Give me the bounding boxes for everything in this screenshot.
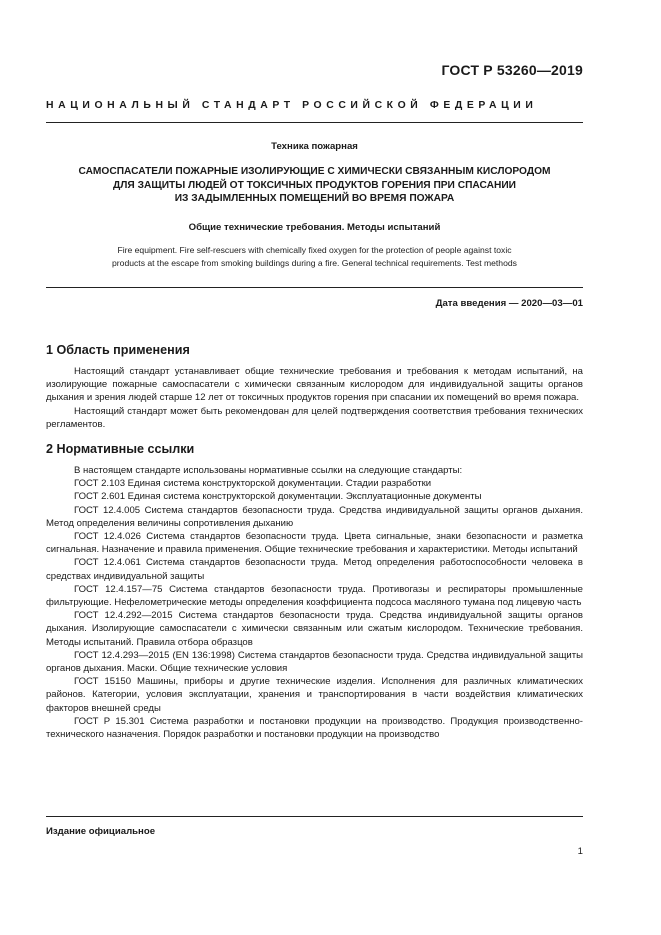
- main-title: [46, 165, 583, 206]
- introduction-date: Дата введения — 2020—03—01: [435, 298, 583, 309]
- reference-item: ГОСТ 12.4.061 Система стандартов безопасности труда. Метод определения работоспособности человека в средствах индивидуальной защиты: [46, 557, 583, 582]
- reference-item: ГОСТ 12.4.293—2015 (EN 136:1998) Система стандартов безопасности труда. Средства индивидуальной защиты органов дыхания. Маски. Общие технические условия: [46, 649, 583, 675]
- reference-item: ГОСТ 2.601 Единая система конструкторской документации. Эксплуатационные документы: [74, 491, 482, 503]
- reference-item: ГОСТ 12.4.292—2015 Система стандартов безопасности труда. Средства индивидуальной защиты органов дыхания. Изолирующие самоспасатели с химически связанным или сжатым кислородом. Технические требования. Методы испытаний. Правила отбора образцов: [46, 610, 583, 648]
- section-normative-references: [46, 442, 583, 741]
- reference-item: ГОСТ 2.103 Единая система конструкторской документации. Стадии разработки: [74, 478, 432, 490]
- main-title-line: ДЛЯ ЗАЩИТЫ ЛЮДЕЙ ОТ ТОКСИЧНЫХ ПРОДУКТОВ ГОРЕНИЯ ПРИ СПАСАНИИ: [113, 179, 516, 191]
- english-title: [46, 244, 583, 270]
- subtitle: Общие технические требования. Методы испытаний: [188, 222, 441, 233]
- main-title-line: ИЗ ЗАДЫМЛЕННЫХ ПОМЕЩЕНИЙ ВО ВРЕМЯ ПОЖАРА: [174, 193, 455, 204]
- paragraph: Настоящий стандарт устанавливает общие технические требования и требования к методам испытаний, на изолирующие пожарные самоспасатели с химически связанным кислородом для индивидуальной защиты органов дыхания и зрения людей старше 12 лет от токсичных продуктов горения при спасании их помещений во время пожара.: [46, 366, 583, 404]
- category-title: Техника пожарная: [271, 141, 358, 152]
- page-number: 1: [577, 846, 583, 857]
- section-heading: 1 Область применения: [46, 343, 190, 357]
- section-scope: [46, 343, 583, 431]
- header-divider: [46, 122, 583, 123]
- gost-number: ГОСТ Р 53260—2019: [441, 62, 583, 78]
- reference-item: ГОСТ 12.4.157—75 Система стандартов безопасности труда. Противогазы и респираторы промышленные фильтрующие. Нефелометрические методы определения коэффициента подсоса масляного тумана под лицевую часть: [46, 583, 583, 609]
- main-title-line: САМОСПАСАТЕЛИ ПОЖАРНЫЕ ИЗОЛИРУЮЩИЕ С ХИМИЧЕСКИ СВЯЗАННЫМ КИСЛОРОДОМ: [78, 166, 551, 177]
- reference-item: ГОСТ 12.4.026 Система стандартов безопасности труда. Цвета сигнальные, знаки безопасности и разметка сигнальная. Назначение и правила применения. Общие технические требования и характеристики. Методы испытаний: [46, 531, 583, 556]
- paragraph: В настоящем стандарте использованы нормативные ссылки на следующие стандарты:: [74, 465, 463, 476]
- reference-item: ГОСТ 15150 Машины, приборы и другие технические изделия. Исполнения для различных климатических районов. Категории, условия эксплуатации, хранения и транспортирования в части воздействия климатических факторов внешней среды: [46, 676, 583, 714]
- reference-item: ГОСТ Р 15.301 Система разработки и постановки продукции на производство. Продукция производственно-технического назначения. Порядок разработки и постановки продукции на производство: [46, 715, 583, 741]
- section-heading: 2 Нормативные ссылки: [46, 442, 195, 456]
- national-standard-heading: НАЦИОНАЛЬНЫЙ СТАНДАРТ РОССИЙСКОЙ ФЕДЕРАЦИИ: [46, 100, 538, 111]
- title-divider: [46, 287, 583, 288]
- footer-divider: [46, 816, 583, 817]
- paragraph: Настоящий стандарт может быть рекомендован для целей подтверждения соответствия требования технических регламентов.: [46, 405, 583, 430]
- edition-label: Издание официальное: [46, 826, 156, 837]
- reference-item: ГОСТ 12.4.005 Система стандартов безопасности труда. Средства индивидуальной защиты органов дыхания. Метод определения величины сопротивления дыханию: [46, 504, 583, 529]
- english-title-line: products at the escape from smoking buildings during a fire. General technical requirements. Test methods: [112, 258, 517, 268]
- english-title-line: Fire equipment. Fire self-rescuers with chemically fixed oxygen for the protection of people against toxic: [117, 245, 512, 255]
